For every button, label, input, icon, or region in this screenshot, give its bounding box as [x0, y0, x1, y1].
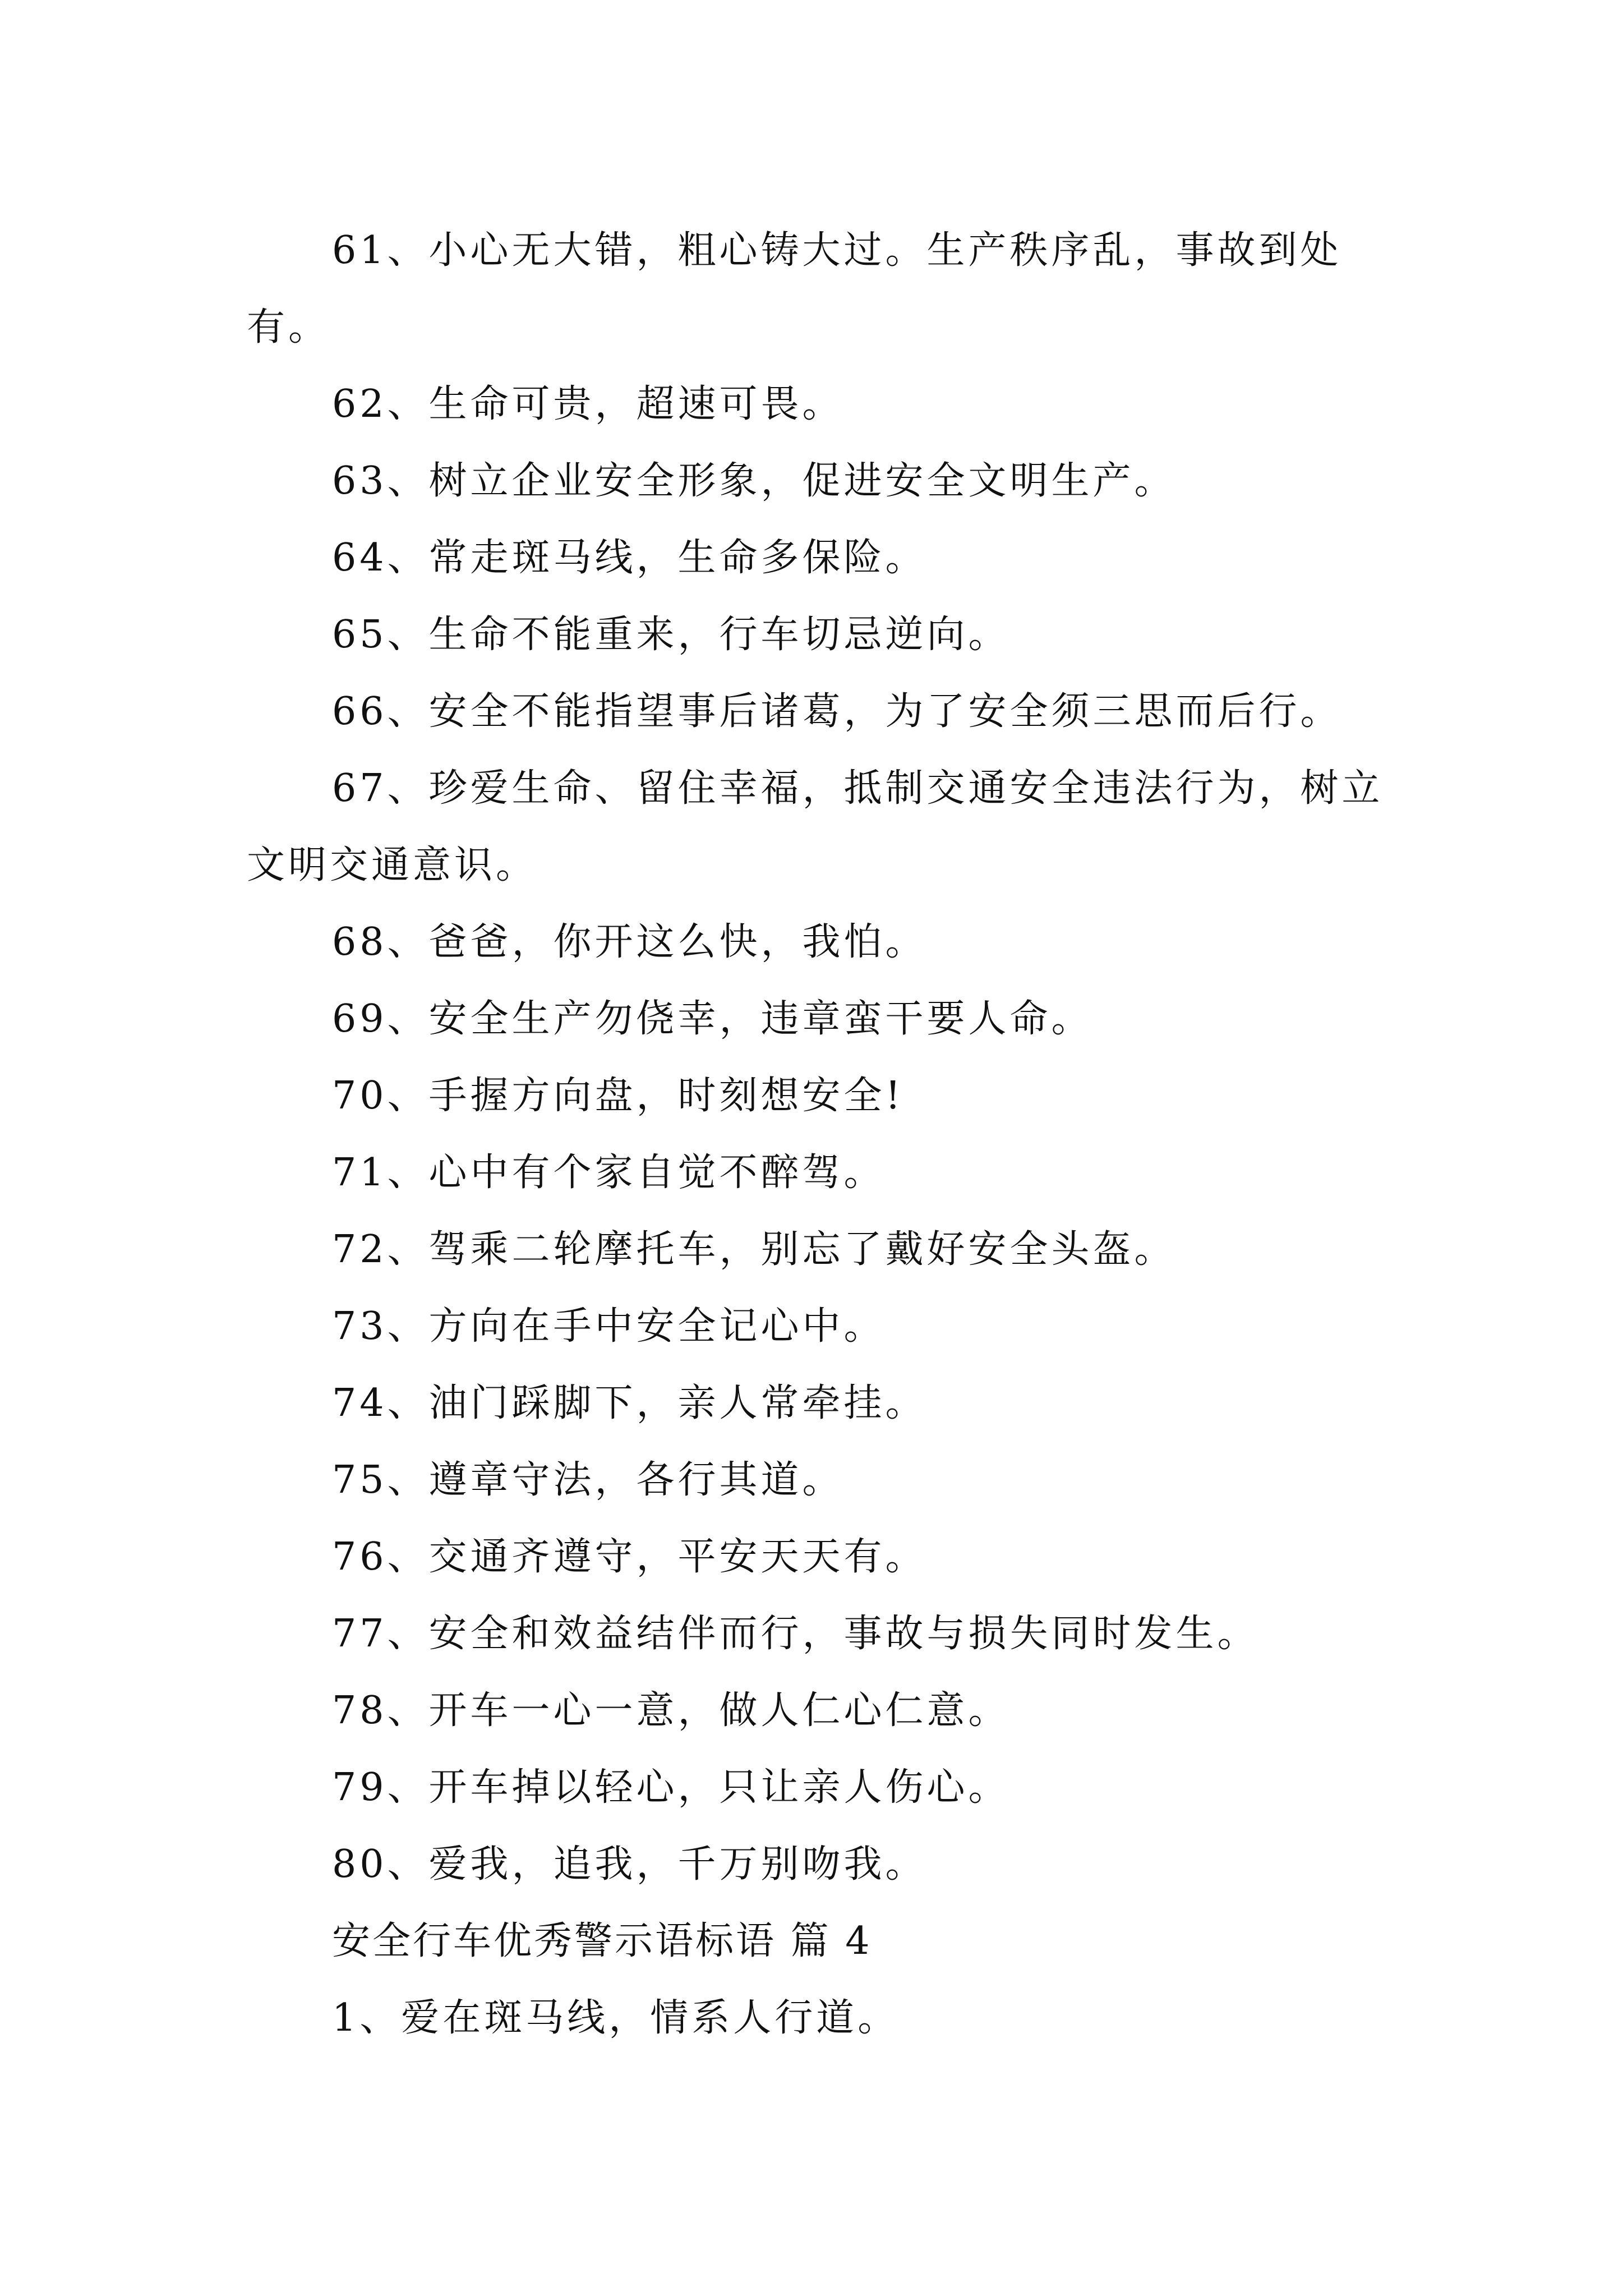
paragraph-77: 77、安全和效益结伴而行，事故与损失同时发生。: [332, 1612, 1259, 1656]
paragraph-69: 69、安全生产勿侥幸，违章蛮干要人命。: [332, 997, 1093, 1041]
paragraph-65: 65、生命不能重来，行车切忌逆向。: [332, 613, 1010, 657]
paragraph-73: 73、方向在手中安全记心中。: [332, 1304, 886, 1349]
paragraph-61: 61、小心无大错，粗心铸大过。生产秩序乱，事故到处有。: [247, 228, 1342, 349]
paragraph-68: 68、爸爸，你开这么快，我怕。: [332, 920, 927, 964]
document-body: [247, 212, 1413, 2056]
paragraph-62: 62、生命可贵，超速可畏。: [332, 382, 844, 426]
paragraph-67: 67、珍爱生命、留住幸福，抵制交通安全违法行为，树立文明交通意识。: [247, 766, 1384, 887]
paragraph-75: 75、遵章守法，各行其道。: [332, 1458, 844, 1502]
paragraph-76: 76、交通齐遵守，平安天天有。: [332, 1535, 927, 1579]
paragraph-64: 64、常走斑马线，生命多保险。: [332, 536, 927, 580]
paragraph-71: 71、心中有个家自觉不醉驾。: [332, 1151, 886, 1195]
paragraph-80: 80、爱我，追我，千万别吻我。: [332, 1842, 927, 1887]
paragraph-74: 74、油门踩脚下，亲人常牵挂。: [332, 1381, 927, 1425]
paragraph-63: 63、树立企业安全形象，促进安全文明生产。: [332, 459, 1176, 503]
paragraph-79: 79、开车掉以轻心，只让亲人伤心。: [332, 1765, 1010, 1810]
paragraph-66: 66、安全不能指望事后诸葛，为了安全须三思而后行。: [332, 689, 1342, 734]
paragraph-78: 78、开车一心一意，做人仁心仁意。: [332, 1688, 1010, 1733]
paragraph-1: 1、爱在斑马线，情系人行道。: [332, 1996, 900, 2040]
section-heading: 安全行车优秀警示语标语 篇 4: [332, 1919, 872, 1963]
paragraph-70: 70、手握方向盘，时刻想安全!: [332, 1074, 904, 1118]
paragraph-72: 72、驾乘二轮摩托车，别忘了戴好安全头盔。: [332, 1227, 1176, 1272]
